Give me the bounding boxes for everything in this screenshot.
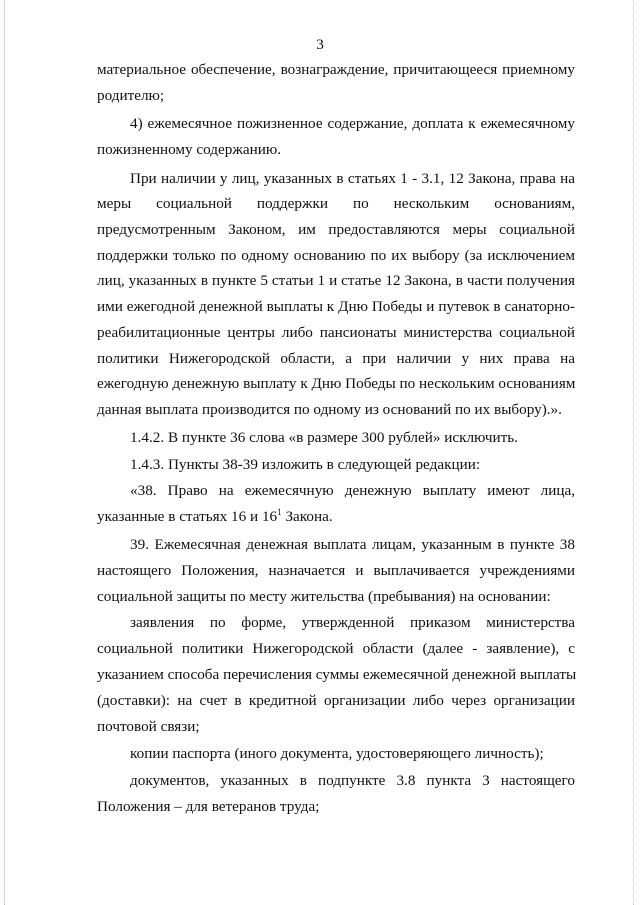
text-line: настоящего Положения, назначается и выплачивается учреждениями (97, 562, 575, 579)
text-line: копии паспорта (иного документа, удостоверяющего личность); (130, 745, 544, 762)
text-line: лиц, указанных в пункте 5 статьи 1 и статье 12 Закона, в части получения (97, 272, 575, 289)
text-line: социальной защиты по месту жительства (пребывания) на основании: (97, 588, 551, 605)
text-line: реабилитационные центры либо пансионаты министерства социальной (97, 324, 575, 341)
text-line: предусмотренным Законом, им предоставляются меры социальной (97, 221, 575, 238)
page-number: 3 (316, 36, 324, 53)
text-line: указанием способа перечисления суммы ежемесячной денежной выплаты (97, 666, 577, 683)
text-line: 39. Ежемесячная денежная выплата лицам, указанным в пункте 38 (130, 536, 575, 553)
text-line: политики Нижегородской области, а при наличии у них права на (97, 350, 575, 367)
text-line: ими ежегодной денежной выплаты к Дню Победы и путевок в санаторно- (97, 298, 575, 315)
text-span: указанные в статьях 16 и 16 (97, 508, 278, 525)
text-line: социальной политики Нижегородской области (далее - заявление), с (97, 640, 575, 657)
text-line: При наличии у лиц, указанных в статьях 1 - 3.1, 12 Закона, права на (130, 170, 575, 187)
text-line: поддержки только по одному основанию по их выбору (за исключением (97, 247, 575, 264)
text-line: материальное обеспечение, вознаграждение, причитающееся приемному (97, 61, 575, 78)
text-line: (доставки): на счет в кредитной организации либо через организации (97, 692, 575, 709)
superscript: 1 (277, 507, 282, 517)
text-line: документов, указанных в подпункте 3.8 пункта 3 настоящего (130, 772, 575, 789)
text-line: пожизненному содержанию. (97, 141, 281, 158)
scan-edge-right (633, 0, 635, 905)
text-span: Закона. (281, 508, 333, 525)
text-line: почтовой связи; (97, 718, 200, 735)
text-line (97, 507, 333, 527)
text-line: «38. Право на ежемесячную денежную выплату имеют лица, (130, 482, 575, 499)
text-line: заявления по форме, утвержденной приказом министерства (130, 614, 575, 631)
text-line: 4) ежемесячное пожизненное содержание, доплата к ежемесячному (130, 115, 575, 132)
text-line: меры социальной поддержки по нескольким основаниям, (97, 195, 575, 212)
text-line: ежегодную денежную выплату к Дню Победы по нескольким основаниям (97, 375, 576, 392)
text-line: 1.4.3. Пункты 38-39 изложить в следующей редакции: (130, 456, 481, 473)
scan-edge-left (4, 0, 6, 905)
text-line: 1.4.2. В пункте 36 слова «в размере 300 рублей» исключить. (130, 429, 518, 446)
text-line: родителю; (97, 87, 165, 104)
text-line: данная выплата производится по одному из оснований по их выбору).». (97, 401, 562, 418)
text-line: Положения – для ветеранов труда; (97, 798, 320, 815)
